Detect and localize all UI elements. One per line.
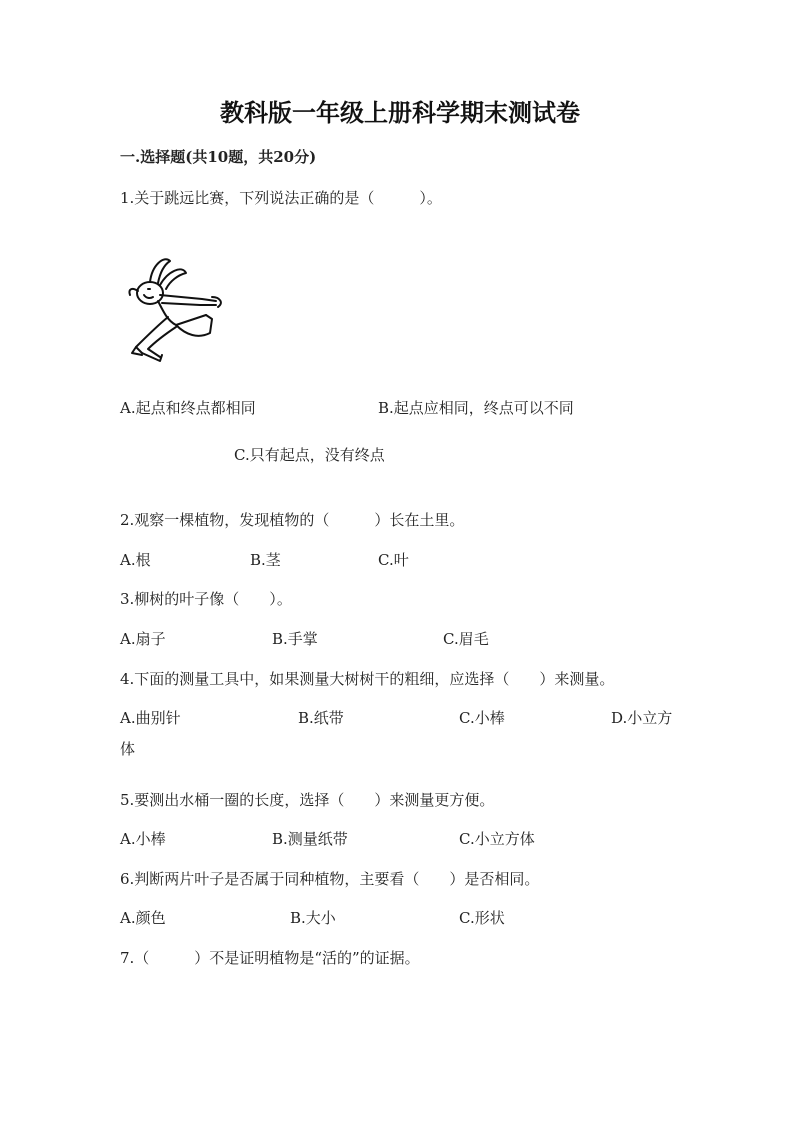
page-title: 教科版一年级上册科学期末测试卷 (220, 98, 580, 127)
question-6-option-c[interactable]: C.形状 (459, 909, 505, 927)
question-2-option-c[interactable]: C.叶 (378, 551, 409, 569)
question-4-option-d-wrap[interactable]: 体 (120, 740, 136, 758)
question-6-option-a[interactable]: A.颜色 (120, 909, 166, 927)
question-5-option-b[interactable]: B.测量纸带 (272, 830, 348, 848)
question-2-option-b[interactable]: B.茎 (250, 551, 281, 569)
section-heading: 一.选择题(共10题，共20分) (120, 148, 317, 166)
question-3-option-a[interactable]: A.扇子 (120, 630, 166, 648)
question-3-stem: 3.柳树的叶子像（ ）。 (120, 590, 292, 608)
question-1-option-a[interactable]: A.起点和终点都相同 (120, 399, 256, 417)
question-1-stem: 1.关于跳远比赛，下列说法正确的是（ ）。 (120, 189, 442, 207)
question-7-stem: 7.（ ）不是证明植物是“活的”的证据。 (120, 949, 420, 967)
question-5-option-a[interactable]: A.小棒 (120, 830, 166, 848)
question-3-option-b[interactable]: B.手掌 (272, 630, 318, 648)
question-4-option-d[interactable]: D.小立方 (611, 709, 673, 727)
long-jump-illustration (120, 243, 230, 368)
question-3-option-c[interactable]: C.眉毛 (443, 630, 489, 648)
question-4-option-a[interactable]: A.曲别针 (120, 709, 181, 727)
question-2-stem: 2.观察一棵植物，发现植物的（ ）长在土里。 (120, 511, 465, 529)
question-4-stem: 4.下面的测量工具中，如果测量大树树干的粗细，应选择（ ）来测量。 (120, 670, 615, 688)
question-4-option-b[interactable]: B.纸带 (298, 709, 344, 727)
question-5-option-c[interactable]: C.小立方体 (459, 830, 535, 848)
question-4-option-c[interactable]: C.小棒 (459, 709, 505, 727)
question-1-option-b[interactable]: B.起点应相同，终点可以不同 (378, 399, 574, 417)
question-6-stem: 6.判断两片叶子是否属于同种植物，主要看（ ）是否相同。 (120, 870, 540, 888)
question-5-stem: 5.要测出水桶一圈的长度，选择（ ）来测量更方便。 (120, 791, 495, 809)
question-2-option-a[interactable]: A.根 (120, 551, 151, 569)
question-6-option-b[interactable]: B.大小 (290, 909, 336, 927)
question-1-option-c[interactable]: C.只有起点，没有终点 (234, 446, 385, 464)
